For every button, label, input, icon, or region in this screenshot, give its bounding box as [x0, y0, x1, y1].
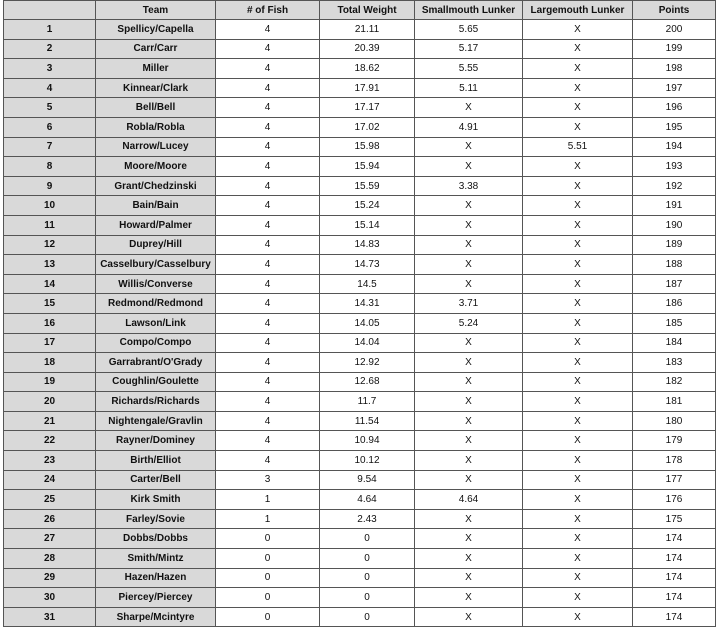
- place-cell: 5: [4, 98, 96, 118]
- smallmouth-lunker-cell: X: [415, 431, 523, 451]
- fish-count-cell: 0: [216, 588, 320, 608]
- points-cell: 193: [633, 157, 716, 177]
- fish-count-cell: 4: [216, 333, 320, 353]
- total-weight-cell: 10.94: [320, 431, 415, 451]
- smallmouth-lunker-cell: 5.65: [415, 20, 523, 40]
- team-cell: Howard/Palmer: [96, 215, 216, 235]
- table-row: [4, 137, 716, 157]
- total-weight-cell: 0: [320, 549, 415, 569]
- fish-count-cell: 4: [216, 78, 320, 98]
- largemouth-lunker-cell: X: [523, 117, 633, 137]
- place-cell: 19: [4, 372, 96, 392]
- total-weight-cell: 17.02: [320, 117, 415, 137]
- points-cell: 182: [633, 372, 716, 392]
- table-row: [4, 274, 716, 294]
- fish-count-cell: 4: [216, 157, 320, 177]
- fish-count-cell: 4: [216, 431, 320, 451]
- table-row: [4, 39, 716, 59]
- largemouth-lunker-cell: X: [523, 431, 633, 451]
- points-cell: 186: [633, 294, 716, 314]
- points-cell: 200: [633, 20, 716, 40]
- total-weight-cell: 14.05: [320, 313, 415, 333]
- place-cell: 10: [4, 196, 96, 216]
- team-cell: Willis/Converse: [96, 274, 216, 294]
- table-row: [4, 568, 716, 588]
- fish-count-cell: 4: [216, 294, 320, 314]
- table-row: [4, 353, 716, 373]
- team-cell: Lawson/Link: [96, 313, 216, 333]
- fish-count-cell: 4: [216, 215, 320, 235]
- fish-count-cell: 4: [216, 137, 320, 157]
- place-cell: 7: [4, 137, 96, 157]
- team-cell: Compo/Compo: [96, 333, 216, 353]
- table-row: [4, 59, 716, 79]
- place-cell: 6: [4, 117, 96, 137]
- smallmouth-lunker-cell: X: [415, 196, 523, 216]
- team-cell: Carr/Carr: [96, 39, 216, 59]
- largemouth-lunker-cell: X: [523, 490, 633, 510]
- place-cell: 27: [4, 529, 96, 549]
- smallmouth-lunker-cell: X: [415, 372, 523, 392]
- total-weight-cell: 14.31: [320, 294, 415, 314]
- team-cell: Hazen/Hazen: [96, 568, 216, 588]
- table-row: [4, 313, 716, 333]
- points-cell: 178: [633, 451, 716, 471]
- smallmouth-lunker-cell: 3.71: [415, 294, 523, 314]
- team-cell: Farley/Sovie: [96, 509, 216, 529]
- largemouth-lunker-cell: X: [523, 274, 633, 294]
- table-row: [4, 372, 716, 392]
- total-weight-cell: 10.12: [320, 451, 415, 471]
- table-row: [4, 294, 716, 314]
- points-cell: 192: [633, 176, 716, 196]
- smallmouth-lunker-cell: 4.91: [415, 117, 523, 137]
- header-smallmouth-lunker: Smallmouth Lunker: [415, 1, 523, 20]
- table-row: [4, 255, 716, 275]
- points-cell: 176: [633, 490, 716, 510]
- largemouth-lunker-cell: X: [523, 470, 633, 490]
- smallmouth-lunker-cell: X: [415, 451, 523, 471]
- points-cell: 187: [633, 274, 716, 294]
- fish-count-cell: 0: [216, 607, 320, 627]
- points-cell: 197: [633, 78, 716, 98]
- largemouth-lunker-cell: 5.51: [523, 137, 633, 157]
- team-cell: Bain/Bain: [96, 196, 216, 216]
- table-row: [4, 549, 716, 569]
- total-weight-cell: 9.54: [320, 470, 415, 490]
- table-row: [4, 529, 716, 549]
- fish-count-cell: 4: [216, 392, 320, 412]
- fish-count-cell: 4: [216, 39, 320, 59]
- points-cell: 174: [633, 607, 716, 627]
- largemouth-lunker-cell: X: [523, 235, 633, 255]
- place-cell: 13: [4, 255, 96, 275]
- largemouth-lunker-cell: X: [523, 607, 633, 627]
- total-weight-cell: 15.14: [320, 215, 415, 235]
- place-cell: 2: [4, 39, 96, 59]
- total-weight-cell: 0: [320, 607, 415, 627]
- table-row: [4, 490, 716, 510]
- smallmouth-lunker-cell: X: [415, 215, 523, 235]
- smallmouth-lunker-cell: 5.24: [415, 313, 523, 333]
- fish-count-cell: 4: [216, 20, 320, 40]
- fish-count-cell: 4: [216, 98, 320, 118]
- team-cell: Narrow/Lucey: [96, 137, 216, 157]
- total-weight-cell: 15.59: [320, 176, 415, 196]
- largemouth-lunker-cell: X: [523, 411, 633, 431]
- fish-count-cell: 1: [216, 509, 320, 529]
- total-weight-cell: 17.91: [320, 78, 415, 98]
- total-weight-cell: 15.98: [320, 137, 415, 157]
- points-cell: 185: [633, 313, 716, 333]
- largemouth-lunker-cell: X: [523, 176, 633, 196]
- largemouth-lunker-cell: X: [523, 392, 633, 412]
- table-row: [4, 98, 716, 118]
- points-cell: 195: [633, 117, 716, 137]
- header-row: [4, 1, 716, 20]
- points-cell: 183: [633, 353, 716, 373]
- points-cell: 180: [633, 411, 716, 431]
- table-row: [4, 157, 716, 177]
- largemouth-lunker-cell: X: [523, 39, 633, 59]
- table-row: [4, 176, 716, 196]
- team-cell: Moore/Moore: [96, 157, 216, 177]
- smallmouth-lunker-cell: X: [415, 137, 523, 157]
- points-cell: 177: [633, 470, 716, 490]
- points-cell: 194: [633, 137, 716, 157]
- smallmouth-lunker-cell: 3.38: [415, 176, 523, 196]
- total-weight-cell: 12.92: [320, 353, 415, 373]
- table-row: [4, 235, 716, 255]
- table-row: [4, 588, 716, 608]
- points-cell: 174: [633, 568, 716, 588]
- total-weight-cell: 0: [320, 588, 415, 608]
- smallmouth-lunker-cell: X: [415, 255, 523, 275]
- points-cell: 174: [633, 549, 716, 569]
- team-cell: Grant/Chedzinski: [96, 176, 216, 196]
- largemouth-lunker-cell: X: [523, 78, 633, 98]
- largemouth-lunker-cell: X: [523, 255, 633, 275]
- place-cell: 25: [4, 490, 96, 510]
- total-weight-cell: 0: [320, 529, 415, 549]
- team-cell: Kirk Smith: [96, 490, 216, 510]
- header-largemouth-lunker: Largemouth Lunker: [523, 1, 633, 20]
- fish-count-cell: 0: [216, 529, 320, 549]
- points-cell: 174: [633, 588, 716, 608]
- results-body: [4, 20, 716, 627]
- place-cell: 31: [4, 607, 96, 627]
- header-team: Team: [96, 1, 216, 20]
- largemouth-lunker-cell: X: [523, 294, 633, 314]
- points-cell: 198: [633, 59, 716, 79]
- smallmouth-lunker-cell: 5.17: [415, 39, 523, 59]
- place-cell: 30: [4, 588, 96, 608]
- header-points: Points: [633, 1, 716, 20]
- smallmouth-lunker-cell: 4.64: [415, 490, 523, 510]
- fish-count-cell: 4: [216, 59, 320, 79]
- largemouth-lunker-cell: X: [523, 333, 633, 353]
- table-row: [4, 20, 716, 40]
- place-cell: 21: [4, 411, 96, 431]
- place-cell: 20: [4, 392, 96, 412]
- team-cell: Piercey/Piercey: [96, 588, 216, 608]
- place-cell: 3: [4, 59, 96, 79]
- fish-count-cell: 3: [216, 470, 320, 490]
- table-row: [4, 431, 716, 451]
- fish-count-cell: 4: [216, 196, 320, 216]
- total-weight-cell: 11.54: [320, 411, 415, 431]
- team-cell: Nightengale/Gravlin: [96, 411, 216, 431]
- points-cell: 188: [633, 255, 716, 275]
- team-cell: Dobbs/Dobbs: [96, 529, 216, 549]
- fish-count-cell: 4: [216, 451, 320, 471]
- table-row: [4, 196, 716, 216]
- largemouth-lunker-cell: X: [523, 353, 633, 373]
- team-cell: Casselbury/Casselbury: [96, 255, 216, 275]
- team-cell: Birth/Elliot: [96, 451, 216, 471]
- total-weight-cell: 12.68: [320, 372, 415, 392]
- largemouth-lunker-cell: X: [523, 20, 633, 40]
- place-cell: 26: [4, 509, 96, 529]
- place-cell: 11: [4, 215, 96, 235]
- smallmouth-lunker-cell: X: [415, 607, 523, 627]
- team-cell: Redmond/Redmond: [96, 294, 216, 314]
- smallmouth-lunker-cell: X: [415, 235, 523, 255]
- total-weight-cell: 15.94: [320, 157, 415, 177]
- team-cell: Smith/Mintz: [96, 549, 216, 569]
- table-row: [4, 451, 716, 471]
- smallmouth-lunker-cell: 5.11: [415, 78, 523, 98]
- place-cell: 8: [4, 157, 96, 177]
- team-cell: Carter/Bell: [96, 470, 216, 490]
- smallmouth-lunker-cell: X: [415, 353, 523, 373]
- largemouth-lunker-cell: X: [523, 529, 633, 549]
- team-cell: Robla/Robla: [96, 117, 216, 137]
- total-weight-cell: 2.43: [320, 509, 415, 529]
- header-total-weight: Total Weight: [320, 1, 415, 20]
- place-cell: 9: [4, 176, 96, 196]
- place-cell: 16: [4, 313, 96, 333]
- largemouth-lunker-cell: X: [523, 215, 633, 235]
- team-cell: Spellicy/Capella: [96, 20, 216, 40]
- points-cell: 174: [633, 529, 716, 549]
- table-row: [4, 411, 716, 431]
- total-weight-cell: 18.62: [320, 59, 415, 79]
- total-weight-cell: 17.17: [320, 98, 415, 118]
- place-cell: 14: [4, 274, 96, 294]
- place-cell: 12: [4, 235, 96, 255]
- table-row: [4, 117, 716, 137]
- smallmouth-lunker-cell: X: [415, 568, 523, 588]
- total-weight-cell: 21.11: [320, 20, 415, 40]
- points-cell: 191: [633, 196, 716, 216]
- place-cell: 17: [4, 333, 96, 353]
- total-weight-cell: 4.64: [320, 490, 415, 510]
- largemouth-lunker-cell: X: [523, 196, 633, 216]
- fish-count-cell: 0: [216, 568, 320, 588]
- team-cell: Kinnear/Clark: [96, 78, 216, 98]
- total-weight-cell: 14.04: [320, 333, 415, 353]
- table-row: [4, 607, 716, 627]
- smallmouth-lunker-cell: X: [415, 588, 523, 608]
- smallmouth-lunker-cell: X: [415, 333, 523, 353]
- place-cell: 22: [4, 431, 96, 451]
- place-cell: 15: [4, 294, 96, 314]
- smallmouth-lunker-cell: X: [415, 274, 523, 294]
- smallmouth-lunker-cell: X: [415, 392, 523, 412]
- team-cell: Miller: [96, 59, 216, 79]
- table-row: [4, 392, 716, 412]
- total-weight-cell: 14.5: [320, 274, 415, 294]
- fish-count-cell: 4: [216, 235, 320, 255]
- header-fish-count: # of Fish: [216, 1, 320, 20]
- largemouth-lunker-cell: X: [523, 59, 633, 79]
- smallmouth-lunker-cell: X: [415, 98, 523, 118]
- table-row: [4, 78, 716, 98]
- fish-count-cell: 0: [216, 549, 320, 569]
- table-row: [4, 470, 716, 490]
- points-cell: 199: [633, 39, 716, 59]
- points-cell: 184: [633, 333, 716, 353]
- team-cell: Duprey/Hill: [96, 235, 216, 255]
- smallmouth-lunker-cell: X: [415, 157, 523, 177]
- points-cell: 190: [633, 215, 716, 235]
- largemouth-lunker-cell: X: [523, 313, 633, 333]
- points-cell: 175: [633, 509, 716, 529]
- largemouth-lunker-cell: X: [523, 509, 633, 529]
- smallmouth-lunker-cell: X: [415, 529, 523, 549]
- fish-count-cell: 4: [216, 274, 320, 294]
- place-cell: 1: [4, 20, 96, 40]
- largemouth-lunker-cell: X: [523, 549, 633, 569]
- team-cell: Garrabrant/O'Grady: [96, 353, 216, 373]
- fish-count-cell: 4: [216, 255, 320, 275]
- place-cell: 24: [4, 470, 96, 490]
- smallmouth-lunker-cell: X: [415, 509, 523, 529]
- results-table: [3, 0, 716, 627]
- points-cell: 189: [633, 235, 716, 255]
- largemouth-lunker-cell: X: [523, 588, 633, 608]
- largemouth-lunker-cell: X: [523, 372, 633, 392]
- place-cell: 23: [4, 451, 96, 471]
- table-row: [4, 333, 716, 353]
- smallmouth-lunker-cell: X: [415, 411, 523, 431]
- fish-count-cell: 1: [216, 490, 320, 510]
- total-weight-cell: 14.83: [320, 235, 415, 255]
- place-cell: 18: [4, 353, 96, 373]
- largemouth-lunker-cell: X: [523, 157, 633, 177]
- total-weight-cell: 20.39: [320, 39, 415, 59]
- fish-count-cell: 4: [216, 411, 320, 431]
- place-cell: 4: [4, 78, 96, 98]
- place-cell: 28: [4, 549, 96, 569]
- fish-count-cell: 4: [216, 353, 320, 373]
- smallmouth-lunker-cell: X: [415, 470, 523, 490]
- smallmouth-lunker-cell: X: [415, 549, 523, 569]
- team-cell: Coughlin/Goulette: [96, 372, 216, 392]
- total-weight-cell: 15.24: [320, 196, 415, 216]
- fish-count-cell: 4: [216, 117, 320, 137]
- table-row: [4, 509, 716, 529]
- total-weight-cell: 0: [320, 568, 415, 588]
- fish-count-cell: 4: [216, 313, 320, 333]
- team-cell: Bell/Bell: [96, 98, 216, 118]
- points-cell: 179: [633, 431, 716, 451]
- largemouth-lunker-cell: X: [523, 568, 633, 588]
- largemouth-lunker-cell: X: [523, 451, 633, 471]
- total-weight-cell: 14.73: [320, 255, 415, 275]
- smallmouth-lunker-cell: 5.55: [415, 59, 523, 79]
- team-cell: Sharpe/Mcintyre: [96, 607, 216, 627]
- points-cell: 181: [633, 392, 716, 412]
- fish-count-cell: 4: [216, 176, 320, 196]
- place-cell: 29: [4, 568, 96, 588]
- header-place: [4, 1, 96, 20]
- fish-count-cell: 4: [216, 372, 320, 392]
- table-row: [4, 215, 716, 235]
- largemouth-lunker-cell: X: [523, 98, 633, 118]
- team-cell: Richards/Richards: [96, 392, 216, 412]
- team-cell: Rayner/Dominey: [96, 431, 216, 451]
- total-weight-cell: 11.7: [320, 392, 415, 412]
- points-cell: 196: [633, 98, 716, 118]
